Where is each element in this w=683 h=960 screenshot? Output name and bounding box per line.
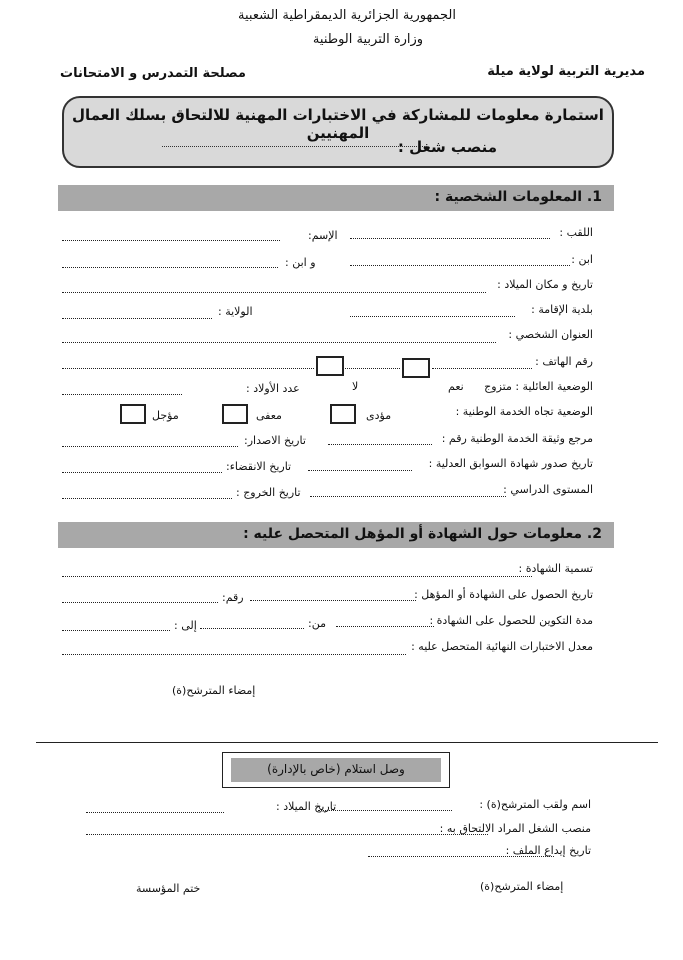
cert-name-field[interactable]	[62, 576, 532, 577]
receipt-title-box	[222, 752, 450, 788]
residence-field[interactable]	[350, 316, 515, 317]
military-label: الوضعية تجاه الخدمة الوطنية :	[455, 405, 593, 418]
phone-label: رقم الهاتف :	[535, 355, 593, 368]
issue-date-label: تاريخ الاصدار:	[244, 434, 306, 447]
exit-date-label: تاريخ الخروج :	[236, 486, 301, 499]
education-field[interactable]	[310, 496, 506, 497]
section2-bar	[58, 522, 614, 548]
section2-heading: 2. معلومات حول الشهادة أو المؤهل المتحصل عليه :	[243, 526, 602, 542]
residence-label: بلدية الإقامة :	[531, 303, 593, 316]
education-label: المستوى الدراسي :	[503, 483, 593, 496]
section1-bar	[58, 185, 614, 211]
final-avg-field[interactable]	[62, 654, 406, 655]
receipt-deposit-label: تاريخ إيداع الملف :	[505, 844, 591, 857]
birth-label: تاريخ و مكان الميلاد :	[497, 278, 593, 291]
exit-date-field[interactable]	[62, 498, 232, 499]
expiry-date-label: تاريخ الانقضاء:	[226, 460, 292, 473]
receipt-candidate-field[interactable]	[318, 810, 452, 811]
job-position-label: منصب شغل :	[397, 138, 497, 156]
surname-field[interactable]	[350, 238, 550, 239]
military-performed-box[interactable]	[330, 404, 356, 424]
marital-yes[interactable]: نعم	[448, 380, 464, 393]
children-field[interactable]	[62, 394, 182, 395]
surname-label: اللقب :	[559, 226, 593, 239]
duration-from-field[interactable]	[336, 626, 434, 627]
final-avg-label: معدل الاختبارات النهائية المتحصل عليه :	[411, 640, 593, 653]
record-date-label: تاريخ صدور شهادة السوابق العدلية :	[428, 457, 593, 470]
birth-field[interactable]	[62, 292, 486, 293]
job-position-field[interactable]	[162, 146, 427, 147]
receipt-birth-label: تاريخ الميلاد :	[276, 800, 337, 813]
name-field[interactable]	[62, 240, 280, 241]
address-label: العنوان الشخصي :	[508, 328, 593, 341]
marital-no[interactable]: لا	[352, 380, 359, 393]
military-postponed-box[interactable]	[120, 404, 146, 424]
cert-number-label: رقم:	[222, 591, 244, 604]
receipt-birth-field[interactable]	[86, 812, 224, 813]
record-date-field[interactable]	[308, 470, 412, 471]
wilaya-label: الولاية :	[218, 305, 253, 318]
issue-date-field[interactable]	[62, 446, 238, 447]
address-field[interactable]	[62, 342, 496, 343]
military-postponed: مؤجل	[152, 409, 179, 422]
phone-field-2[interactable]	[345, 368, 400, 369]
duration-to-field[interactable]	[200, 628, 304, 629]
military-exempt-box[interactable]	[222, 404, 248, 424]
form-title: استمارة معلومات للمشاركة في الاختبارات المهنية للالتحاق بسلك العمال المهنيين	[72, 106, 604, 142]
cert-name-label: تسمية الشهادة :	[518, 562, 593, 575]
military-doc-field[interactable]	[328, 444, 432, 445]
son-of-label: ابن :	[571, 253, 593, 266]
son-of-field[interactable]	[350, 265, 570, 266]
children-label: عدد الأولاد :	[246, 382, 300, 395]
receipt-title-bar	[231, 758, 441, 782]
phone-field-1[interactable]	[432, 368, 532, 369]
receipt-deposit-field[interactable]	[368, 856, 554, 857]
institution-stamp: ختم المؤسسة	[136, 882, 201, 895]
receipt-candidate-label: اسم ولقب المترشح(ة) :	[479, 798, 591, 811]
form-title-box	[62, 96, 614, 168]
directorate-header: مديرية التربية لولاية ميلة	[487, 64, 645, 79]
cert-date-field[interactable]	[250, 600, 416, 601]
phone-field-3[interactable]	[62, 368, 314, 369]
and-son-of-label: و ابن :	[285, 256, 316, 269]
marital-label: الوضعية العائلية : متزوج	[484, 380, 593, 393]
wilaya-field[interactable]	[62, 318, 212, 319]
cert-date-label: تاريخ الحصول على الشهادة أو المؤهل :	[414, 588, 593, 601]
republic-header: الجمهورية الجزائرية الديمقراطية الشعبية	[238, 8, 456, 23]
receipt-position-label: منصب الشغل المراد الالتحاق به :	[439, 822, 591, 835]
section1-heading: 1. المعلومات الشخصية :	[434, 189, 602, 205]
cut-line	[36, 742, 658, 743]
duration-from-label: من:	[308, 617, 326, 630]
receipt-signature: إمضاء المترشح(ة)	[480, 880, 564, 893]
ministry-header: وزارة التربية الوطنية	[312, 32, 424, 47]
duration-to-label: إلى :	[174, 619, 197, 632]
military-doc-label: مرجع وثيقة الخدمة الوطنية رقم :	[441, 432, 593, 445]
military-performed: مؤدى	[366, 409, 392, 422]
cert-number-field[interactable]	[62, 602, 218, 603]
receipt-title: وصل استلام (خاص بالإدارة)	[267, 762, 405, 776]
duration-label: مدة التكوين للحصول على الشهادة :	[429, 614, 593, 627]
military-exempt: معفى	[256, 409, 282, 422]
expiry-date-field[interactable]	[62, 472, 222, 473]
service-header: مصلحة التمدرس و الامتحانات	[60, 66, 246, 81]
receipt-position-field[interactable]	[86, 834, 488, 835]
name-label: الإسم:	[308, 229, 338, 242]
duration-to-field-2[interactable]	[62, 630, 170, 631]
and-son-of-field[interactable]	[62, 267, 278, 268]
section2-signature: إمضاء المترشح(ة)	[172, 684, 256, 697]
phone-box-1[interactable]	[402, 358, 430, 378]
phone-box-2[interactable]	[316, 356, 344, 376]
